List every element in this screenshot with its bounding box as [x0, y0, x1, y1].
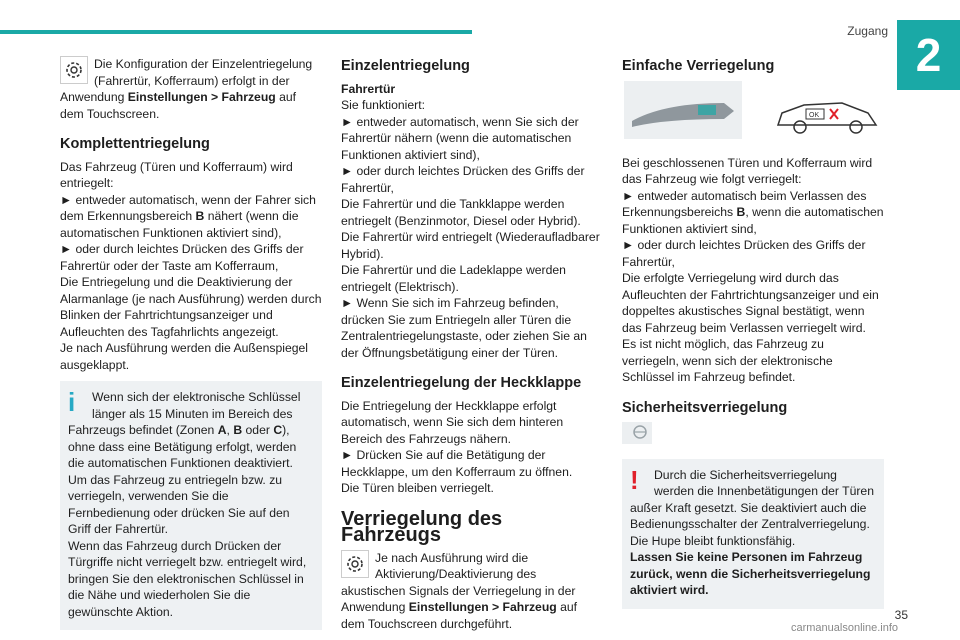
f3: ► oder durch leichtes Drücken des Griffs der Fahrertür, [622, 238, 866, 269]
w2: Die Hupe bleibt funktionsfähig. [630, 533, 796, 548]
column-3 [622, 56, 884, 609]
intro-text: Die Konfiguration der Einzelentriegelung (Fahrertür, Kofferraum) erfolgt in der Anwendung [60, 57, 313, 104]
e3: ► oder durch leichtes Drücken des Griffs der Fahrertür, [341, 164, 585, 195]
k-p1: Das Fahrzeug (Türen und Kofferraum) wird entriegelt: [60, 159, 293, 190]
zone-b: B [195, 209, 205, 223]
watermark: carmanualsonline.info [790, 622, 898, 634]
heading-verriegelung: Verriegelung des Fahrzeugs [341, 507, 503, 546]
heading-komplettentriegelung: Komplettentriegelung [60, 136, 210, 152]
f4: Die erfolgte Verriegelung wird durch das Aufleuchten der Fahrtrichtungsanzeiger und ein doppeltes akustisches Signal bestätigt, wenn das Fahrzeug beim Verlassen verriegelt wird. [622, 271, 879, 335]
e7: ► Wenn Sie sich im Fahrzeug befinden, drücken Sie zum Entriegeln aller Türen die Zentralentriegelungstaste, oder ziehen Sie an der Öffnungsbetätigung einer der Türen. [341, 296, 587, 360]
heading-einzelentriegelung: Einzelentriegelung [341, 58, 470, 74]
heading-sicherheitsverriegelung: Sicherheitsverriegelung [622, 399, 788, 416]
zone-b3: B [736, 205, 746, 219]
verriegelung-paragraph [341, 550, 603, 633]
v2: auf dem Touchscreen durchgeführt. [341, 600, 578, 631]
info-d: ), ohne dass eine Betätigung erfolgt, werden die automatischen Funktionen deaktiviert. Um das Fahrzeug zu entriegeln bzw. zu verriegeln, verwenden Sie die Fernbedienung oder drücken Sie auf den Griff der Fahrertür. [68, 423, 297, 536]
info-b: , [226, 423, 234, 437]
f2a: ► entweder automatisch beim Verlassen des Erkennungsbereichs [622, 188, 867, 219]
h3: Die Türen bleiben verriegelt. [341, 481, 494, 495]
settings-gear-icon [341, 550, 369, 578]
info-p2: Wenn das Fahrzeug durch Drücken der Türgriffe nicht verriegelt bzw. entriegelt wird, bringen Sie den elektronischen Schlüssel in die Nähe und wiederholen Sie die gewünschte Aktion. [68, 538, 307, 619]
h1: Die Entriegelung der Heckklappe erfolgt automatisch, wenn Sie sich dem hinteren Bereich des Fahrzeugs nähern. [341, 398, 564, 446]
k-p4: Die Entriegelung und die Deaktivierung der Alarmanlage (je nach Ausführung) werden durch Blinken der Fahrtrichtungsanzeiger und Aufleuchten des Tagfahrlichts angezeigt. [60, 275, 322, 339]
steering-wheel-icon [622, 422, 652, 444]
f5: Es ist nicht möglich, das Fahrzeug zu verriegeln, wenn sich der elektronische Schlüssel im Fahrzeug befindet. [622, 337, 833, 384]
column-2 [341, 56, 603, 632]
zone-a: A [217, 423, 227, 437]
heading-einfache-verriegelung: Einfache Verriegelung [622, 58, 775, 74]
subheading-fahrertuer: Fahrertür [341, 81, 396, 96]
door-handle-icon [624, 81, 742, 139]
section-title: Zugang [847, 24, 888, 38]
h2: ► Drücken Sie auf die Betätigung der Heckklappe, um den Kofferraum zu öffnen. [341, 448, 573, 479]
zone-c: C [273, 423, 283, 437]
f2c: , wenn die automatischen Funktionen aktiviert sind, [622, 205, 884, 236]
intro-paragraph [60, 56, 322, 122]
column-1 [60, 56, 322, 630]
chapter-tab: 2 [897, 20, 960, 90]
ok-label: OK [809, 111, 820, 119]
k-p5: Je nach Ausführung werden die Außenspiegel ausgeklappt. [60, 341, 308, 372]
e6: Die Fahrertür und die Ladeklappe werden entriegelt (Elektrisch). [341, 263, 566, 294]
info-box [60, 381, 322, 630]
illustrations [622, 81, 884, 149]
e5: Die Fahrertür wird entriegelt (Wiederaufladbarer Hybrid). [341, 230, 600, 261]
w3: Lassen Sie keine Personen im Fahrzeug zurück, wenn die Sicherheitsverriegelung aktiviert wird. [630, 550, 871, 597]
info-icon: i [68, 387, 76, 417]
zone-b2: B [233, 423, 243, 437]
k-p2c: nähert (wenn die automatischen Funktionen aktiviert sind), [60, 209, 299, 240]
info-c: oder [242, 423, 274, 437]
e2: ► entweder automatisch, wenn Sie sich der Fahrertür nähern (wenn die automatischen Funktionen aktiviert sind), [341, 114, 579, 162]
e1: Sie funktioniert: [341, 98, 426, 112]
k-p2 [60, 192, 322, 242]
intro-bold: Einstellungen > Fahrzeug [127, 90, 276, 104]
page-number: 35 [894, 608, 908, 622]
top-accent-bar [0, 30, 472, 34]
v-bold: Einstellungen > Fahrzeug [408, 600, 557, 614]
f2 [622, 188, 884, 238]
car-locked-icon [772, 87, 882, 137]
e4: Die Fahrertür und die Tankklappe werden entriegelt (Benzinmotor, Diesel oder Hybrid). [341, 197, 581, 228]
settings-gear-icon [60, 56, 88, 84]
warning-icon: ! [630, 464, 639, 495]
v1: Je nach Ausführung wird die Aktivierung/Deaktivierung des akustischen Signals der Verriegelung in der Anwendung [341, 550, 576, 614]
intro-end: auf dem Touchscreen. [60, 90, 297, 121]
f1: Bei geschlossenen Türen und Kofferraum wird das Fahrzeug wie folgt verriegelt: [622, 155, 873, 186]
info-p1 [68, 389, 312, 538]
info-a: Wenn sich der elektronische Schlüssel länger als 15 Minuten im Bereich des Fahrzeugs befindet (Zonen [68, 390, 301, 437]
k-p2a: ► entweder automatisch, wenn der Fahrer sich dem Erkennungsbereich [60, 192, 316, 223]
w1: Durch die Sicherheitsverriegelung werden die Innenbetätigungen der Türen außer Kraft gesetzt. Sie deaktiviert auch die Bedienungsschalter der Zentralverriegelung. [630, 467, 874, 531]
k-p3: ► oder durch leichtes Drücken des Griffs der Fahrertür oder der Taste am Kofferraum, [60, 242, 304, 273]
warning-box [622, 459, 884, 609]
heading-heckklappe: Einzelentriegelung der Heckklappe [341, 375, 582, 391]
